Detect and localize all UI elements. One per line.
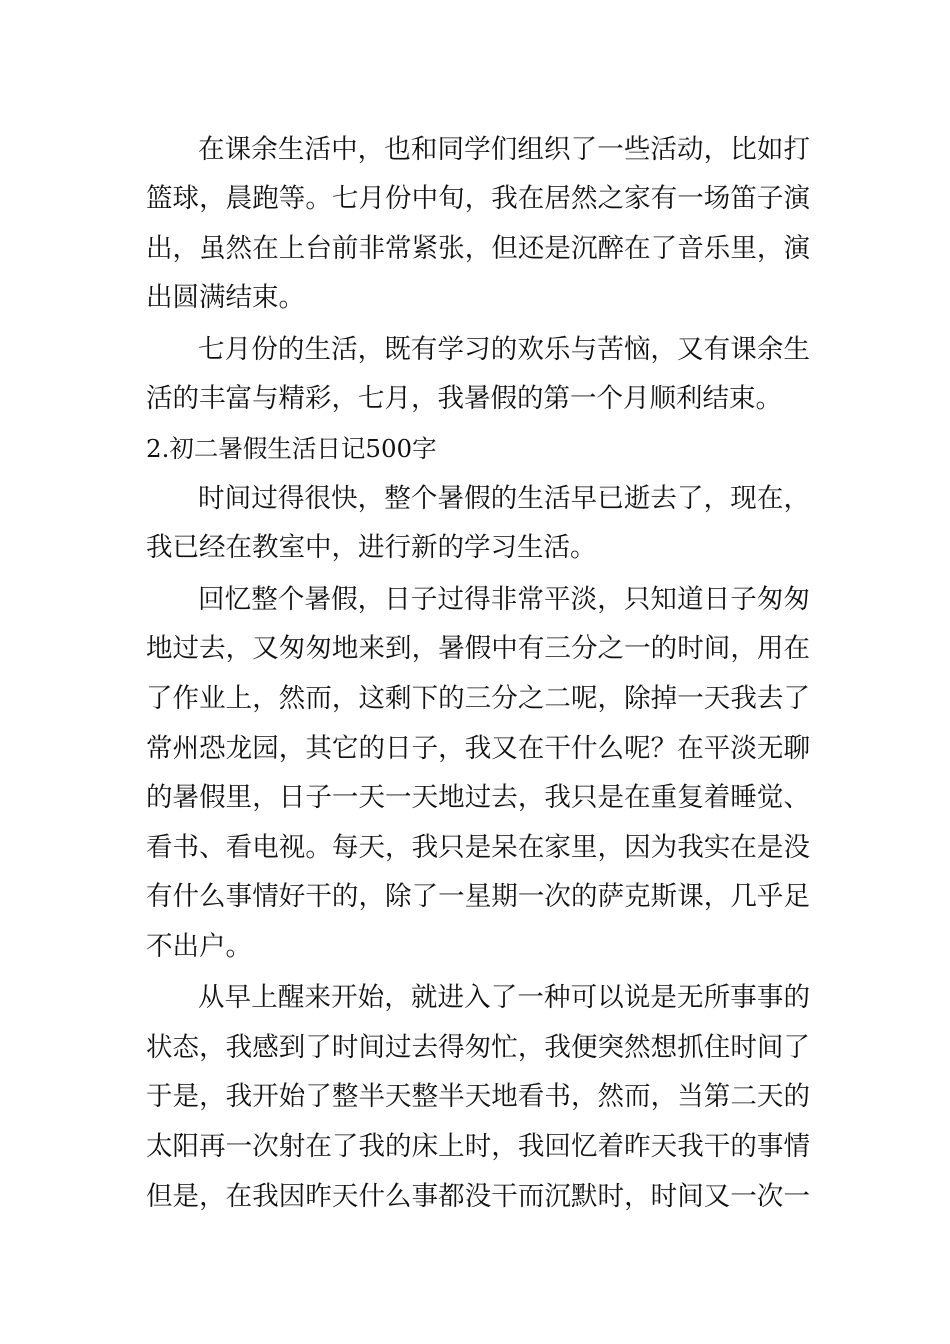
text-line: 太阳再一次射在了我的床上时，我回忆着昨天我干的事情 (146, 1131, 810, 1162)
text-line: 但是，在我因昨天什么事都没干而沉默时，时间又一次一 (146, 1181, 810, 1212)
text-line: 于是，我开始了整半天整半天地看书，然而，当第二天的 (146, 1081, 810, 1112)
text-line: 不出户。 (146, 931, 252, 962)
text-line: 活的丰富与精彩，七月，我暑假的第一个月顺利结束。 (146, 383, 782, 414)
text-line: 状态，我感到了时间过去得匆忙，我便突然想抓住时间了 (146, 1032, 810, 1063)
text-line: 了作业上，然而，这剩下的三分之二呢，除掉一天我去了 (146, 683, 810, 714)
text-line: 从早上醒来开始，就进入了一种可以说是无所事事的 (198, 982, 810, 1013)
text-line: 地过去，又匆匆地来到，暑假中有三分之一的时间，用在 (146, 633, 810, 664)
text-line: 回忆整个暑假，日子过得非常平淡，只知道日子匆匆 (198, 584, 810, 615)
section-heading: 2.初二暑假生活日记500字 (146, 434, 437, 463)
text-line: 看书、看电视。每天，我只是呆在家里，因为我实在是没 (146, 832, 810, 863)
text-line: 常州恐龙园，其它的日子，我又在干什么呢？在平淡无聊 (146, 733, 810, 764)
text-line: 出圆满结束。 (146, 282, 305, 313)
text-line: 篮球，晨跑等。七月份中旬，我在居然之家有一场笛子演 (146, 183, 810, 214)
text-line: 有什么事情好干的，除了一星期一次的萨克斯课，几乎足 (146, 881, 810, 912)
text-line: 我已经在教室中，进行新的学习生活。 (146, 532, 597, 563)
text-line: 七月份的生活，既有学习的欢乐与苦恼，又有课余生 (198, 334, 810, 365)
text-line: 的暑假里，日子一天一天地过去，我只是在重复着睡觉、 (146, 782, 810, 813)
text-line: 时间过得很快，整个暑假的生活早已逝去了，现在， (198, 483, 810, 514)
text-line: 在课余生活中，也和同学们组织了一些活动，比如打 (198, 134, 810, 165)
text-line: 出，虽然在上台前非常紧张，但还是沉醉在了音乐里，演 (146, 233, 810, 264)
